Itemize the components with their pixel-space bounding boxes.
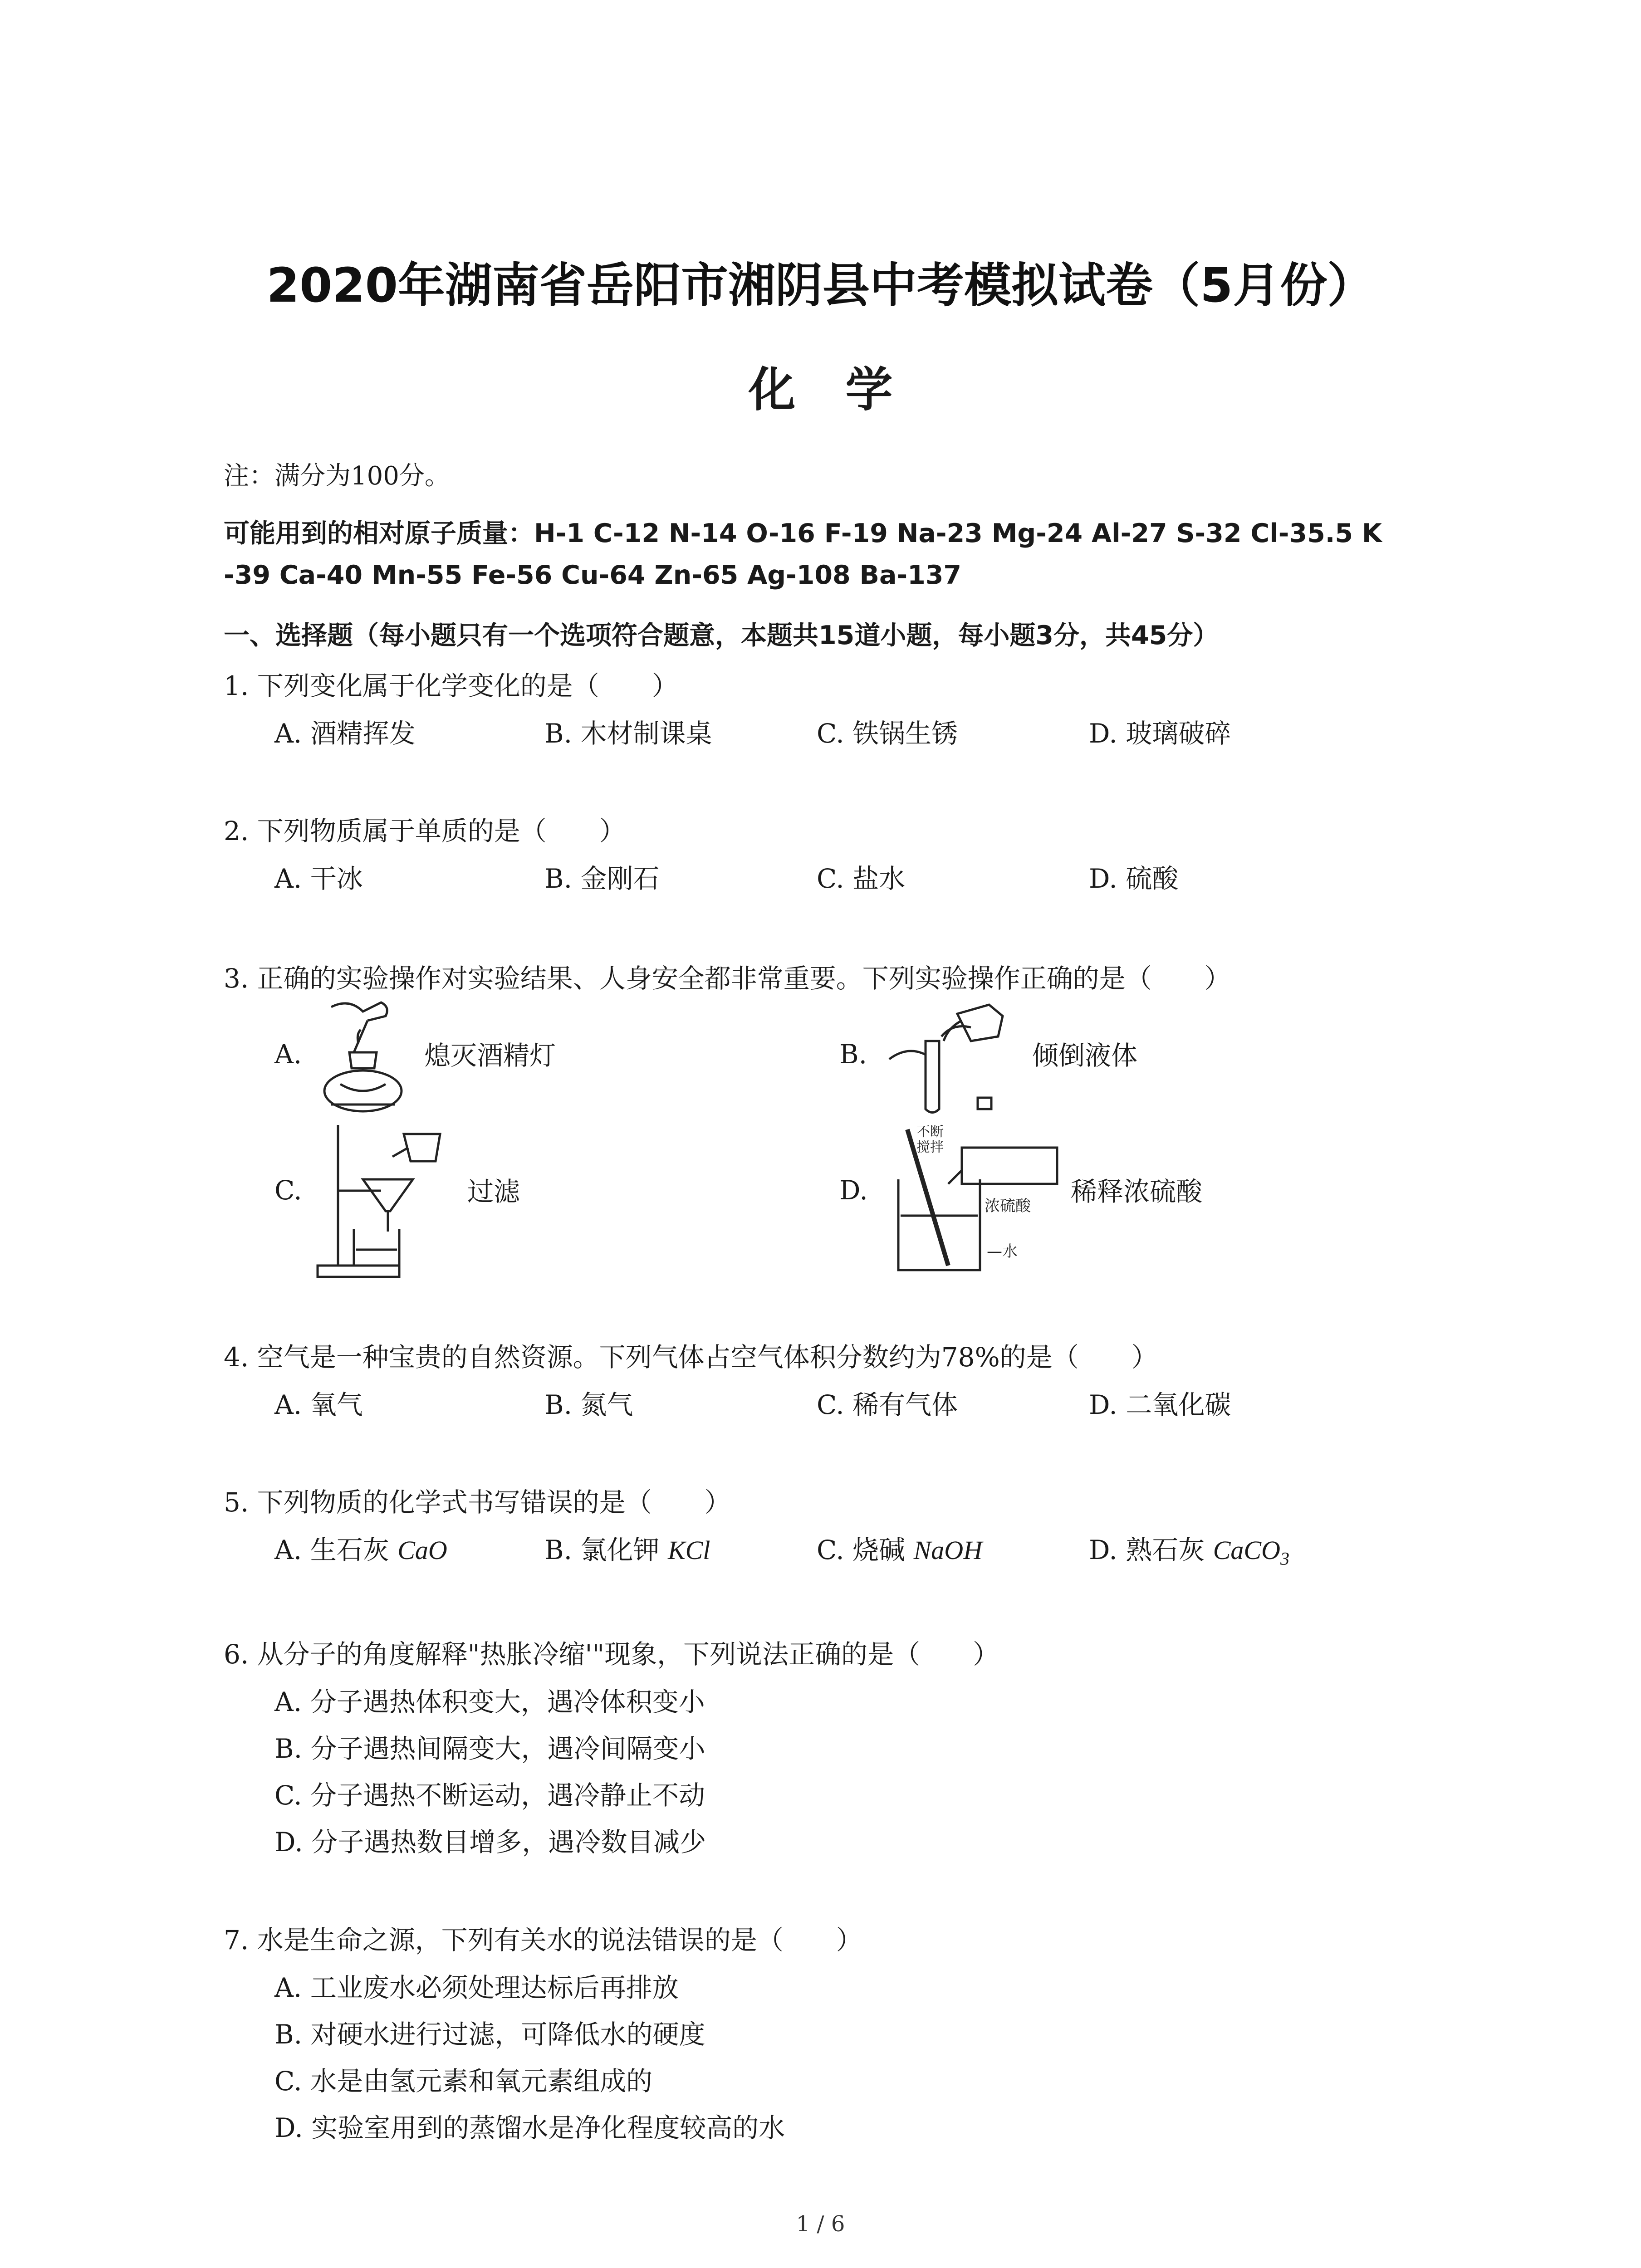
question-6-stem: 6. 从分子的角度解释"热胀冷缩'"现象，下列说法正确的是（ ）	[224, 1639, 999, 1670]
q3-option-b[interactable]: B.	[839, 1039, 867, 1070]
question-5-stem: 5. 下列物质的化学式书写错误的是（ ）	[224, 1487, 731, 1518]
stir-label-2: 搅拌	[916, 1139, 944, 1155]
q7-option-b[interactable]: B. 对硬水进行过滤，可降低水的硬度	[274, 2019, 705, 2050]
q7-option-a[interactable]: A. 工业废水必须处理达标后再排放	[274, 1972, 679, 2003]
q3-caption-c: 过滤	[467, 1176, 520, 1207]
q6-option-a[interactable]: A. 分子遇热体积变大，遇冷体积变小	[274, 1686, 705, 1717]
pouring-liquid-figure	[880, 996, 1016, 1116]
question-2-stem: 2. 下列物质属于单质的是（ ）	[224, 816, 626, 846]
q5-option-d-text: D. 熟石灰	[1089, 1535, 1205, 1565]
q5-formula-b: KCl	[667, 1535, 710, 1565]
q2-option-b[interactable]: B. 金刚石	[544, 863, 660, 894]
q5-formula-d-sub: 3	[1280, 1548, 1290, 1569]
q4-option-d[interactable]: D. 二氧化碳	[1089, 1389, 1231, 1420]
q2-option-a[interactable]: A. 干冰	[274, 863, 363, 894]
q5-formula-d	[1213, 1535, 1290, 1569]
q5-formula-d-main: CaCO	[1213, 1535, 1281, 1565]
q5-option-c-text: C. 烧碱	[817, 1535, 906, 1565]
q5-formula-a: CaO	[397, 1535, 447, 1565]
q4-option-a[interactable]: A. 氧气	[274, 1389, 363, 1420]
q3-option-d[interactable]: D.	[839, 1175, 868, 1206]
q1-option-c[interactable]: C. 铁锅生锈	[817, 718, 958, 749]
section-heading: 一、选择题（每小题只有一个选项符合题意，本题共15道小题，每小题3分，共45分）	[224, 621, 1219, 650]
atomic-mass-line-1: 可能用到的相对原子质量：H-1 C-12 N-14 O-16 F-19 Na-23 Mg-24 Al-27 S-32 Cl-35.5 K	[224, 518, 1382, 548]
alcohol-lamp-figure	[313, 993, 413, 1116]
q3-option-c[interactable]: C.	[274, 1175, 302, 1206]
question-1-stem: 1. 下列变化属于化学变化的是（ ）	[224, 670, 678, 701]
dilute-acid-figure	[889, 1120, 1071, 1284]
score-note: 注：满分为100分。	[224, 461, 450, 491]
q6-option-b[interactable]: B. 分子遇热间隔变大，遇冷间隔变小	[274, 1733, 705, 1764]
q7-option-d[interactable]: D. 实验室用到的蒸馏水是净化程度较高的水	[274, 2112, 785, 2143]
subject-title: 化学	[748, 362, 943, 417]
q3-caption-d: 稀释浓硫酸	[1071, 1176, 1203, 1207]
q3-caption-b: 倾倒液体	[1032, 1040, 1138, 1071]
q5-option-b-text: B. 氯化钾	[544, 1535, 660, 1565]
q3-caption-a: 熄灭酒精灯	[424, 1040, 556, 1071]
water-label: —水	[987, 1242, 1018, 1261]
question-7-stem: 7. 水是生命之源，下列有关水的说法错误的是（ ）	[224, 1925, 862, 1955]
q5-formula-c: NaOH	[913, 1535, 983, 1565]
q1-option-a[interactable]: A. 酒精挥发	[274, 718, 416, 749]
page-number: 1 / 6	[796, 2211, 845, 2237]
q4-option-c[interactable]: C. 稀有气体	[817, 1389, 958, 1420]
q5-option-b[interactable]	[544, 1529, 710, 1567]
q6-option-c[interactable]: C. 分子遇热不断运动，遇冷静止不动	[274, 1780, 705, 1811]
atomic-mass-line-2: -39 Ca-40 Mn-55 Fe-56 Cu-64 Zn-65 Ag-108 Ba-137	[224, 560, 962, 590]
stir-label	[916, 1124, 948, 1155]
page-title: 2020年湖南省岳阳市湘阴县中考模拟试卷（5月份）	[266, 258, 1375, 313]
q5-option-d[interactable]	[1089, 1529, 1289, 1569]
question-3-stem: 3. 正确的实验操作对实验结果、人身安全都非常重要。下列实验操作正确的是（ ）	[224, 963, 1231, 994]
q2-option-c[interactable]: C. 盐水	[817, 863, 906, 894]
q7-option-c[interactable]: C. 水是由氢元素和氧元素组成的	[274, 2066, 653, 2097]
q1-option-b[interactable]: B. 木材制课桌	[544, 718, 712, 749]
acid-label: 浓硫酸	[985, 1197, 1031, 1215]
q5-option-a-text: A. 生石灰	[274, 1535, 389, 1565]
q2-option-d[interactable]: D. 硫酸	[1089, 863, 1179, 894]
q5-option-c[interactable]	[817, 1529, 982, 1567]
q3-option-a[interactable]: A.	[274, 1039, 302, 1070]
q1-option-d[interactable]: D. 玻璃破碎	[1089, 718, 1231, 749]
stir-label-1: 不断	[916, 1124, 944, 1140]
q5-option-a[interactable]	[274, 1529, 447, 1567]
q4-option-b[interactable]: B. 氮气	[544, 1389, 633, 1420]
filtration-figure	[313, 1120, 458, 1284]
q6-option-d[interactable]: D. 分子遇热数目增多，遇冷数目减少	[274, 1827, 706, 1857]
question-4-stem: 4. 空气是一种宝贵的自然资源。下列气体占空气体积分数约为78%的是（ ）	[224, 1342, 1158, 1373]
